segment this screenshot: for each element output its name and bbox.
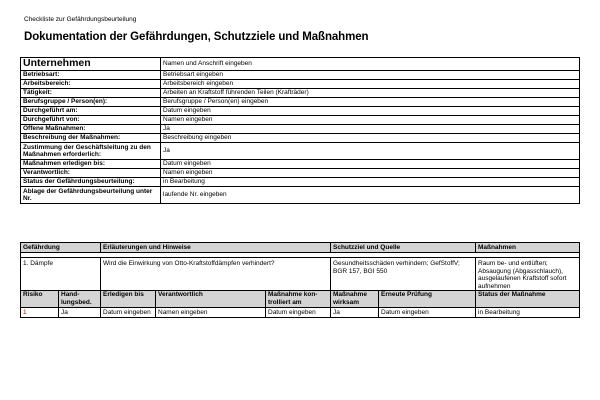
field-label: Verantwortlich: bbox=[21, 169, 161, 178]
arbeitsbereich-field[interactable]: Arbeitsbereich eingeben bbox=[161, 80, 580, 89]
massnahmen-cell[interactable]: Raum be- und entlüften; Absaugung (Abgasschlauch), ausgelaufenen Kraftstoff sofort aufnehmen bbox=[476, 258, 580, 291]
company-heading-row bbox=[21, 58, 580, 71]
document-title: Dokumentation der Gefährdungen, Schutzziele und Maßnahmen bbox=[24, 31, 369, 43]
hazard-table bbox=[20, 242, 580, 318]
table-row bbox=[21, 71, 580, 80]
durchgefuehrt-von-field[interactable]: Namen eingeben bbox=[161, 116, 580, 125]
company-table bbox=[20, 57, 580, 204]
table-row bbox=[21, 107, 580, 116]
ablage-field[interactable]: laufende Nr. eingeben bbox=[161, 187, 580, 204]
offene-massnahmen-field[interactable]: Ja bbox=[161, 125, 580, 134]
header-verantwortlich: Verantwortlich bbox=[156, 291, 266, 308]
verantwortlich-field[interactable]: Namen eingeben bbox=[161, 169, 580, 178]
header-massnahmen: Maßnahmen bbox=[476, 243, 580, 253]
table-row bbox=[21, 89, 580, 98]
risiko-cell[interactable]: 1 bbox=[21, 308, 59, 318]
zustimmung-field[interactable]: Ja bbox=[161, 143, 580, 160]
wirksam-cell[interactable]: Ja bbox=[331, 308, 379, 318]
gefaehrdung-cell: 1. Dämpfe bbox=[21, 258, 101, 291]
erlaeuterung-cell: Wird die Einwirkung von Otto-Kraftstoffdämpfen verhindert? bbox=[101, 258, 331, 291]
erneute-pruefung-cell[interactable]: Datum eingeben bbox=[379, 308, 476, 318]
field-label: Zustimmung der Geschäftsleitung zu den Maßnahmen erforderlich: bbox=[21, 143, 161, 160]
header-erneute-pruefung: Erneute Prüfung bbox=[379, 291, 476, 308]
field-label: Offene Maßnahmen: bbox=[21, 125, 161, 134]
header-handlungsbed: Hand- lungsbed. bbox=[59, 291, 101, 308]
header-kontrolliert-am: Maßnahme kon- trolliert am bbox=[266, 291, 331, 308]
company-heading: Unternehmen bbox=[21, 58, 161, 71]
measure-header-row bbox=[21, 291, 580, 308]
status-cell[interactable]: in Bearbeitung bbox=[476, 308, 580, 318]
field-label: Durchgeführt von: bbox=[21, 116, 161, 125]
header-erlaeuterungen: Erläuterungen und Hinweise bbox=[101, 243, 331, 253]
field-label: Arbeitsbereich: bbox=[21, 80, 161, 89]
verantwortlich-cell[interactable]: Namen eingeben bbox=[156, 308, 266, 318]
status-field[interactable]: in Bearbeitung bbox=[161, 178, 580, 187]
field-label: Status der Gefährdungsbeurteilung: bbox=[21, 178, 161, 187]
erledigen-bis-cell[interactable]: Datum eingeben bbox=[101, 308, 156, 318]
field-label: Berufsgruppe / Person(en): bbox=[21, 98, 161, 107]
table-row bbox=[21, 160, 580, 169]
hazard-header-row bbox=[21, 243, 580, 253]
kontrolliert-am-cell[interactable]: Datum eingeben bbox=[266, 308, 331, 318]
document-subtitle: Checkliste zur Gefährdungsbeurteilung bbox=[24, 16, 137, 23]
schutzziel-cell: Gesundheitsschäden verhindern; GefStoffV; BGR 157, BGI 550 bbox=[331, 258, 476, 291]
table-row bbox=[21, 80, 580, 89]
erledigen-bis-field[interactable]: Datum eingeben bbox=[161, 160, 580, 169]
table-row bbox=[21, 98, 580, 107]
header-risiko: Risiko bbox=[21, 291, 59, 308]
berufsgruppe-field[interactable]: Berufsgruppe / Person(en) eingeben bbox=[161, 98, 580, 107]
table-row bbox=[21, 116, 580, 125]
field-label: Durchgeführt am: bbox=[21, 107, 161, 116]
field-label: Tätigkeit: bbox=[21, 89, 161, 98]
hazard-item-row bbox=[21, 258, 580, 291]
header-gefaehrdung: Gefährdung bbox=[21, 243, 101, 253]
handlungsbed-cell[interactable]: Ja bbox=[59, 308, 101, 318]
table-row bbox=[21, 134, 580, 143]
beschreibung-field[interactable]: Beschreibung eingeben bbox=[161, 134, 580, 143]
header-wirksam: Maßnahme wirksam bbox=[331, 291, 379, 308]
taetigkeit-field[interactable]: Arbeiten an Kraftstoff führenden Teilen (Krafträder) bbox=[161, 89, 580, 98]
table-row bbox=[21, 178, 580, 187]
field-label: Ablage der Gefährdungsbeurteilung unter Nr. bbox=[21, 187, 161, 204]
measure-data-row bbox=[21, 308, 580, 318]
table-row bbox=[21, 143, 580, 160]
header-erledigen-bis: Erledigen bis bbox=[101, 291, 156, 308]
table-row bbox=[21, 125, 580, 134]
company-name-field[interactable]: Namen und Anschrift eingeben bbox=[161, 58, 580, 71]
field-label: Betriebsart: bbox=[21, 71, 161, 80]
table-row bbox=[21, 169, 580, 178]
header-schutzziel: Schutzziel und Quelle bbox=[331, 243, 476, 253]
field-label: Beschreibung der Maßnahmen: bbox=[21, 134, 161, 143]
table-row bbox=[21, 187, 580, 204]
header-status: Status der Maßnahme bbox=[476, 291, 580, 308]
betriebsart-field[interactable]: Betriebsart eingeben bbox=[161, 71, 580, 80]
durchgefuehrt-am-field[interactable]: Datum eingeben bbox=[161, 107, 580, 116]
field-label: Maßnahmen erledigen bis: bbox=[21, 160, 161, 169]
